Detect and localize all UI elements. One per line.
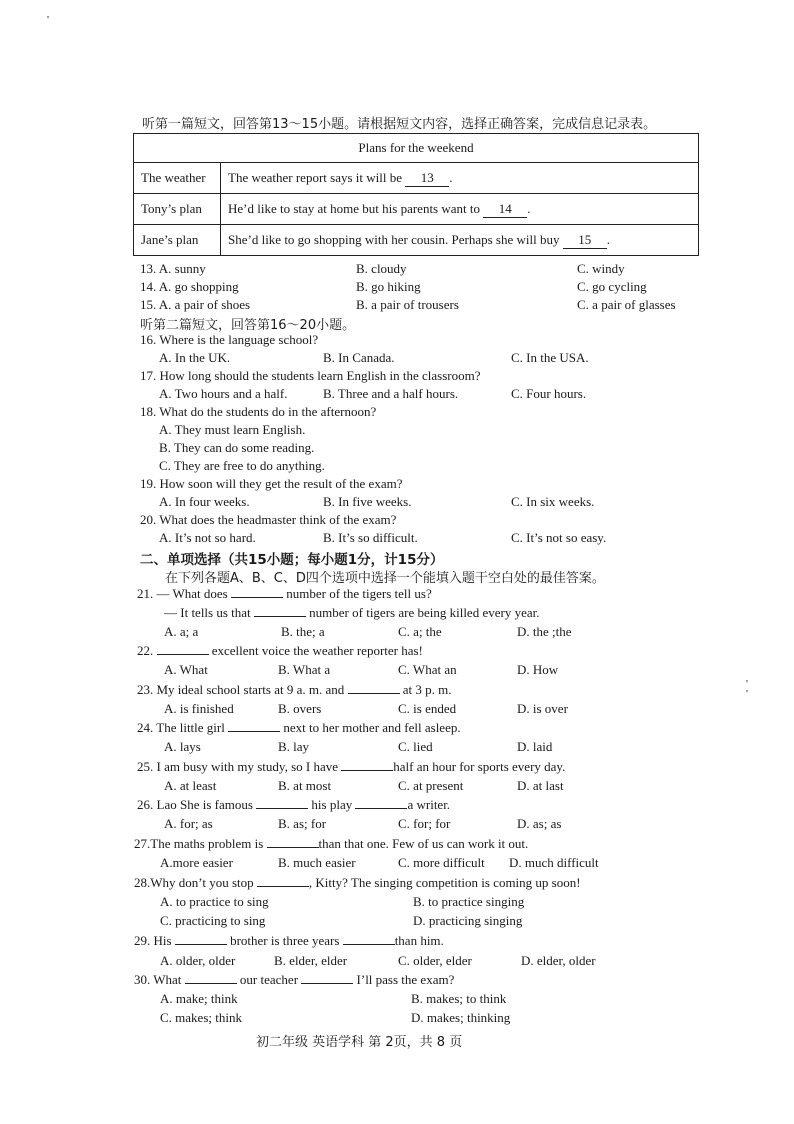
option-a[interactable]: A. In four weeks. xyxy=(159,494,250,509)
table-title: Plans for the weekend xyxy=(134,134,699,163)
question-text: — It tells us that number of tigers are being killed every year. xyxy=(164,605,540,620)
option-d[interactable]: D. practicing singing xyxy=(413,913,523,928)
option-c[interactable]: C. It’s not so easy. xyxy=(511,530,607,545)
option-d[interactable]: D. at last xyxy=(517,778,564,793)
section-title: 二、单项选择（共15小题；每小题1分，计15分） xyxy=(140,552,444,568)
row-content: The weather report says it will be 13 . xyxy=(221,163,699,194)
part1-instruction: 听第一篇短文，回答第13～15小题。请根据短文内容，选择正确答案，完成信息记录表。 xyxy=(142,117,657,132)
option-a[interactable]: A. make; think xyxy=(160,991,238,1006)
option-c[interactable]: C. is ended xyxy=(398,701,457,716)
answer-blank[interactable]: 13 xyxy=(405,170,449,187)
option-a[interactable]: 13. A. sunny xyxy=(140,261,206,276)
option-b[interactable]: B. cloudy xyxy=(356,261,407,276)
option-d[interactable]: D. much difficult xyxy=(509,855,599,870)
option-c[interactable]: C. a; the xyxy=(398,624,442,639)
option-b[interactable]: B. overs xyxy=(278,701,322,716)
question-text: 24. The little girl next to her mother and fell asleep. xyxy=(137,720,461,735)
option-b[interactable]: B. go hiking xyxy=(356,279,421,294)
plans-table xyxy=(133,133,699,256)
row-content: He’d like to stay at home but his parents want to 14 . xyxy=(221,194,699,225)
option-d[interactable]: D. the ;the xyxy=(517,624,572,639)
option-a[interactable]: A. lays xyxy=(164,739,201,754)
option-b[interactable]: B. makes; to think xyxy=(411,991,507,1006)
option-a[interactable]: A. They must learn English. xyxy=(159,422,306,437)
row-label: Jane’s plan xyxy=(134,225,221,256)
question-text: 19. How soon will they get the result of the exam? xyxy=(140,476,403,491)
table-row xyxy=(134,194,699,225)
option-c[interactable]: C. They are free to do anything. xyxy=(159,458,325,473)
option-a[interactable]: A. at least xyxy=(164,778,217,793)
option-b[interactable]: B. They can do some reading. xyxy=(159,440,315,455)
option-b[interactable]: B. What a xyxy=(278,662,331,677)
option-c[interactable]: C. for; for xyxy=(398,816,451,831)
option-d[interactable]: D. laid xyxy=(517,739,553,754)
option-c[interactable]: C. older, elder xyxy=(398,953,472,968)
answer-blank[interactable]: 15 xyxy=(563,232,607,249)
question-text: 27.The maths problem is than that one. Few of us can work it out. xyxy=(134,836,529,851)
option-c[interactable]: C. makes; think xyxy=(160,1010,242,1025)
option-b[interactable]: B. elder, elder xyxy=(274,953,348,968)
option-c[interactable]: C. a pair of glasses xyxy=(577,297,676,312)
option-b[interactable]: B. the; a xyxy=(281,624,325,639)
row-label: Tony’s plan xyxy=(134,194,221,225)
answer-blank[interactable]: 14 xyxy=(483,201,527,218)
option-a[interactable]: 14. A. go shopping xyxy=(140,279,239,294)
table-row xyxy=(134,225,699,256)
option-d[interactable]: D. How xyxy=(517,662,559,677)
question-text: 16. Where is the language school? xyxy=(140,332,319,347)
question-text: 26. Lao She is famous his play a writer. xyxy=(137,797,451,812)
question-text: 29. His brother is three years than him. xyxy=(134,933,444,948)
option-c[interactable]: C. In the USA. xyxy=(511,350,589,365)
option-c[interactable]: C. lied xyxy=(398,739,433,754)
option-b[interactable]: B. In five weeks. xyxy=(323,494,412,509)
row-content: She’d like to go shopping with her cousin. Perhaps she will buy 15 . xyxy=(221,225,699,256)
option-a[interactable]: A. It’s not so hard. xyxy=(159,530,256,545)
option-b[interactable]: B. In Canada. xyxy=(323,350,395,365)
question-text: 22. excellent voice the weather reporter has! xyxy=(137,643,423,658)
question-text: 23. My ideal school starts at 9 a. m. and at 3 p. m. xyxy=(137,682,452,697)
question-text: 21. — What does number of the tigers tell us? xyxy=(137,586,432,601)
option-b[interactable]: B. a pair of trousers xyxy=(356,297,459,312)
option-b[interactable]: B. lay xyxy=(278,739,310,754)
option-b[interactable]: B. much easier xyxy=(278,855,356,870)
option-b[interactable]: B. Three and a half hours. xyxy=(323,386,459,401)
option-d[interactable]: D. as; as xyxy=(517,816,562,831)
option-d[interactable]: D. makes; thinking xyxy=(411,1010,511,1025)
section-instruction: 在下列各题A、B、C、D四个选项中选择一个能填入题干空白处的最佳答案。 xyxy=(165,571,605,586)
option-c[interactable]: C. Four hours. xyxy=(511,386,587,401)
option-c[interactable]: C. practicing to sing xyxy=(160,913,266,928)
option-d[interactable]: D. is over xyxy=(517,701,568,716)
page-footer: 初二年级 英语学科 第 2页，共 8 页 xyxy=(256,1035,463,1050)
option-c[interactable]: C. at present xyxy=(398,778,464,793)
option-a[interactable]: A. Two hours and a half. xyxy=(159,386,288,401)
question-text: 30. What our teacher I’ll pass the exam? xyxy=(134,972,455,987)
option-c[interactable]: C. windy xyxy=(577,261,625,276)
option-b[interactable]: B. as; for xyxy=(278,816,327,831)
option-b[interactable]: B. It’s so difficult. xyxy=(323,530,418,545)
option-a[interactable]: A. for; as xyxy=(164,816,213,831)
table-row xyxy=(134,163,699,194)
option-b[interactable]: B. to practice singing xyxy=(413,894,525,909)
option-c[interactable]: C. go cycling xyxy=(577,279,647,294)
option-c[interactable]: C. more difficult xyxy=(398,855,485,870)
row-label: The weather xyxy=(134,163,221,194)
option-b[interactable]: B. at most xyxy=(278,778,332,793)
option-a[interactable]: A.more easier xyxy=(160,855,233,870)
question-text: 20. What does the headmaster think of the exam? xyxy=(140,512,397,527)
option-a[interactable]: A. is finished xyxy=(164,701,234,716)
option-c[interactable]: C. In six weeks. xyxy=(511,494,595,509)
scan-mark: ' xyxy=(746,688,748,700)
scan-mark: ' xyxy=(746,678,748,690)
option-a[interactable]: A. What xyxy=(164,662,208,677)
option-a[interactable]: A. to practice to sing xyxy=(160,894,269,909)
option-a[interactable]: 15. A. a pair of shoes xyxy=(140,297,251,312)
question-text: 18. What do the students do in the afternoon? xyxy=(140,404,377,419)
question-text: 17. How long should the students learn English in the classroom? xyxy=(140,368,481,383)
scan-mark: ' xyxy=(47,14,49,26)
option-c[interactable]: C. What an xyxy=(398,662,457,677)
question-text: 28.Why don’t you stop , Kitty? The singing competition is coming up soon! xyxy=(134,875,581,890)
option-d[interactable]: D. elder, older xyxy=(521,953,596,968)
option-a[interactable]: A. In the UK. xyxy=(159,350,231,365)
question-text: 25. I am busy with my study, so I have half an hour for sports every day. xyxy=(137,759,566,774)
option-a[interactable]: A. a; a xyxy=(164,624,199,639)
part2-instruction: 听第二篇短文，回答第16～20小题。 xyxy=(140,318,356,333)
option-a[interactable]: A. older, older xyxy=(160,953,236,968)
